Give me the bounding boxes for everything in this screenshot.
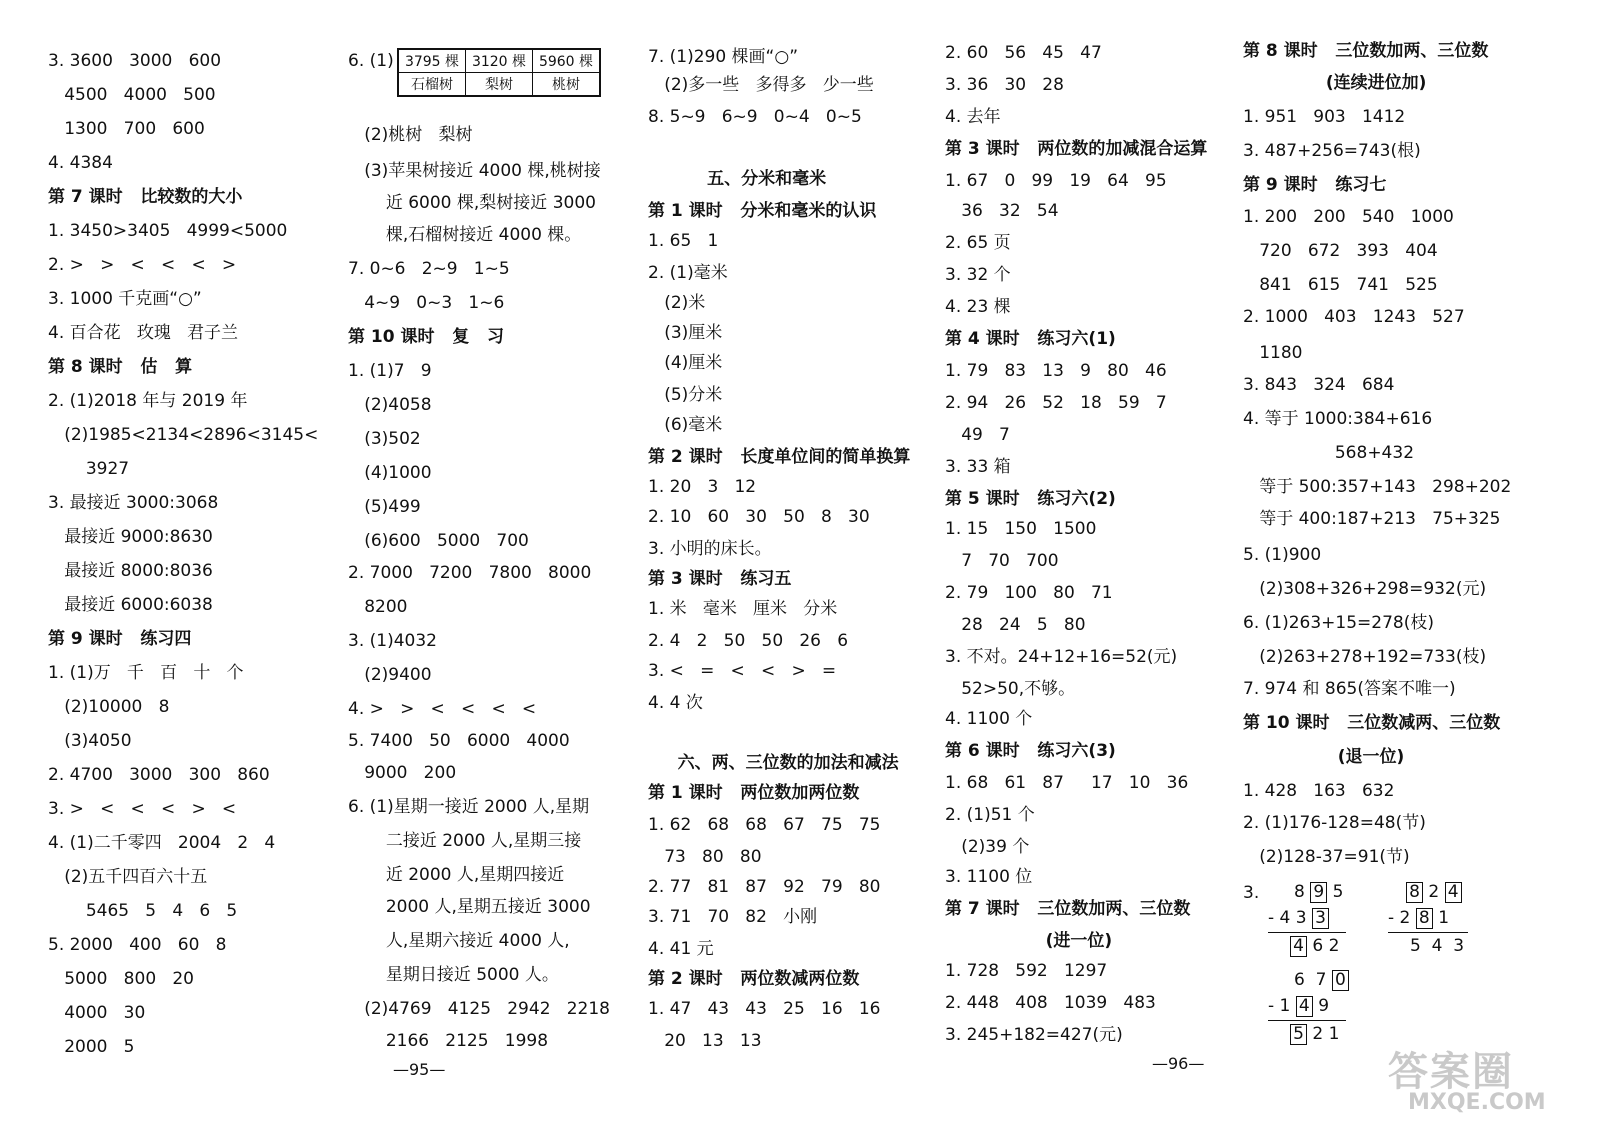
- answer-line: 3. 843 324 684: [1243, 375, 1395, 395]
- answer-line: 最接近 9000:8630: [48, 527, 213, 547]
- answer-line: 2. 4700 3000 300 860: [48, 765, 270, 785]
- answer-line: (2)多一些 多得多 少一些: [648, 75, 874, 95]
- answer-line: 3. 245+182=427(元): [945, 1025, 1123, 1045]
- answer-line: 3. 最接近 3000:3068: [48, 493, 219, 513]
- answer-line: 3. > < < < > <: [48, 799, 237, 819]
- table-cell: 石榴树: [398, 73, 466, 97]
- answer-line: 20 13 13: [648, 1031, 762, 1051]
- answer-line: 3. 不对。24+12+16=52(元): [945, 647, 1178, 667]
- watermark-logo-text: 答案圈: [1388, 1049, 1514, 1095]
- digit: 5: [1332, 882, 1344, 902]
- section-heading: 第 7 课时 比较数的大小: [48, 187, 243, 207]
- answer-line: 4. > > < < < <: [348, 699, 537, 719]
- answer-line: (5)分米: [648, 385, 723, 405]
- answer-line: 最接近 6000:6038: [48, 595, 213, 615]
- answer-line: 二接近 2000 人,星期三接: [348, 831, 582, 851]
- answer-line: (2)308+326+298=932(元): [1243, 579, 1487, 599]
- answer-line: 9000 200: [348, 763, 457, 783]
- answer-line: 2. (1)2018 年与 2019 年: [48, 391, 248, 411]
- answer-line: 5000 800 20: [48, 969, 194, 989]
- answer-line: 5. 2000 400 60 8: [48, 935, 227, 955]
- answer-line: 2. 10 60 30 50 8 30: [648, 507, 870, 527]
- digit: 4: [1279, 908, 1291, 928]
- tree-count-table: [397, 48, 601, 97]
- answer-line: 5465 5 4 6 5: [48, 901, 238, 921]
- minus-sign: -: [1388, 908, 1395, 928]
- answer-line: 7 70 700: [945, 551, 1059, 571]
- answer-line: 6. (1)星期一接近 2000 人,星期: [348, 797, 590, 817]
- answer-line: (2)五千四百六十五: [48, 867, 208, 887]
- digit-box: 0: [1332, 970, 1349, 991]
- digit-box: 4: [1290, 936, 1307, 957]
- answer-line: 1. 200 200 540 1000: [1243, 207, 1454, 227]
- table-cell: 3795 棵: [398, 49, 466, 73]
- answer-line: 1. 67 0 99 19 64 95: [945, 171, 1167, 191]
- answer-line: 4. 等于 1000:384+616: [1243, 409, 1433, 429]
- answer-line: 1180: [1243, 343, 1303, 363]
- digit-box: 4: [1296, 996, 1313, 1017]
- answer-line: (2)4058: [348, 395, 432, 415]
- answer-line: 1. 20 3 12: [648, 477, 757, 497]
- answer-line: 2. 4 2 50 50 26 6: [648, 631, 849, 651]
- answer-line: 2. (1)176-128=48(节): [1243, 813, 1426, 833]
- answer-line: 1. 米 毫米 厘米 分米: [648, 599, 838, 619]
- answer-line: 近 6000 棵,梨树接近 3000: [348, 193, 596, 213]
- watermark-url: MXQE.COM: [1408, 1090, 1546, 1115]
- minus-sign: -: [1268, 996, 1275, 1016]
- digit: 7: [1315, 970, 1327, 990]
- answer-line: 3. 71 70 82 小刚: [648, 907, 818, 927]
- page-number-left: —95—: [393, 1060, 446, 1079]
- section-heading: (退一位): [1243, 747, 1405, 767]
- answer-line: 3. 1100 位: [945, 867, 1033, 887]
- answer-line: 4500 4000 500: [48, 85, 216, 105]
- answer-line: 1. 47 43 43 25 16 16: [648, 999, 881, 1019]
- answer-line: 3. 32 个: [945, 265, 1011, 285]
- answer-line: 73 80 80: [648, 847, 762, 867]
- answer-line: 1. 951 903 1412: [1243, 107, 1406, 127]
- section-heading: 第 9 课时 练习七: [1243, 175, 1387, 195]
- answer-line: 4000 30: [48, 1003, 146, 1023]
- calc-line: [1268, 1020, 1346, 1021]
- answer-line: 4. 4 次: [648, 693, 703, 713]
- answer-line: 2. 65 页: [945, 233, 1011, 253]
- watermark: [1388, 1040, 1588, 1120]
- answer-line: 等于 400:187+213 75+325: [1243, 509, 1501, 529]
- answer-line: 1. 728 592 1297: [945, 961, 1108, 981]
- answer-line: 2. 1000 403 1243 527: [1243, 307, 1465, 327]
- answer-line: 28 24 5 80: [945, 615, 1086, 635]
- digit: 2: [1428, 882, 1440, 902]
- answer-line: 4. 41 元: [648, 939, 714, 959]
- digit: 6: [1312, 936, 1324, 956]
- answer-line: 7. (1)290 棵画“○”: [648, 47, 799, 67]
- answer-line: (3)厘米: [648, 323, 723, 343]
- answer-line: 3. 3600 3000 600: [48, 51, 222, 71]
- section-heading: 第 3 课时 两位数的加减混合运算: [945, 139, 1208, 159]
- table-cell: 梨树: [466, 73, 533, 97]
- answer-line: 2. 94 26 52 18 59 7: [945, 393, 1167, 413]
- digit: 5: [1410, 936, 1421, 956]
- answer-line: 1. 62 68 68 67 75 75: [648, 815, 881, 835]
- answer-line: 3. 1000 千克画“○”: [48, 289, 202, 309]
- section-heading: 第 6 课时 练习六(3): [945, 741, 1116, 761]
- answer-line: (4)1000: [348, 463, 432, 483]
- answer-line: 841 615 741 525: [1243, 275, 1438, 295]
- answer-line: 1. 79 83 13 9 80 46: [945, 361, 1167, 381]
- answer-line: 2. > > < < < >: [48, 255, 237, 275]
- answer-line: 4~9 0~3 1~6: [348, 293, 505, 313]
- answer-line: 3927: [48, 459, 130, 479]
- answer-line: 3. (1)4032: [348, 631, 437, 651]
- digit: 1: [1328, 1024, 1340, 1044]
- answer-line: 568+432: [1243, 443, 1415, 463]
- answer-line: 36 32 54: [945, 201, 1059, 221]
- answer-line: (6)600 5000 700: [348, 531, 529, 551]
- answer-line: 6. (1): [348, 51, 394, 71]
- digit-box: 9: [1310, 882, 1327, 903]
- answer-line: 8200: [348, 597, 408, 617]
- answer-line: 4. 1100 个: [945, 709, 1033, 729]
- answer-line: 3.: [1243, 883, 1260, 903]
- answer-line: 6. (1)263+15=278(枝): [1243, 613, 1434, 633]
- calc-line: [1268, 932, 1346, 933]
- section-heading: 第 8 课时 三位数加两、三位数: [1243, 41, 1489, 61]
- answer-line: 4. 百合花 玫瑰 君子兰: [48, 323, 239, 343]
- answer-line: 1. 65 1: [648, 231, 719, 251]
- answer-line: (2)桃树 梨树: [348, 125, 473, 145]
- answer-line: 1. 3450>3405 4999<5000: [48, 221, 288, 241]
- section-heading: 第 5 课时 练习六(2): [945, 489, 1116, 509]
- answer-line: 2. 60 56 45 47: [945, 43, 1102, 63]
- section-heading: 五、分米和毫米: [648, 169, 827, 189]
- answer-line: (2)9400: [348, 665, 432, 685]
- answer-line: 5. 7400 50 6000 4000: [348, 731, 570, 751]
- answer-line: (2)10000 8: [48, 697, 170, 717]
- answer-line: 3. 33 箱: [945, 457, 1011, 477]
- answer-line: 2. (1)毫米: [648, 263, 728, 283]
- answer-line: 2000 5: [48, 1037, 135, 1057]
- answer-line: (2)1985<2134<2896<3145<: [48, 425, 319, 445]
- answer-line: (5)499: [348, 497, 421, 517]
- answer-line: 1300 700 600: [48, 119, 205, 139]
- section-heading: 第 9 课时 练习四: [48, 629, 192, 649]
- digit: 2: [1399, 908, 1411, 928]
- answer-line: 4. (1)二千零四 2004 2 4: [48, 833, 276, 853]
- section-heading: 第 1 课时 分米和毫米的认识: [648, 201, 877, 221]
- digit: 2: [1328, 936, 1340, 956]
- answer-line: 2166 2125 1998: [348, 1031, 549, 1051]
- digit: 3: [1295, 908, 1307, 928]
- answer-line: 等于 500:357+143 298+202: [1243, 477, 1512, 497]
- answer-line: 2. (1)51 个: [945, 805, 1035, 825]
- answer-line: 2. 7000 7200 7800 8000: [348, 563, 592, 583]
- section-heading: 第 10 课时 三位数减两、三位数: [1243, 713, 1501, 733]
- answer-line: (2)米: [648, 293, 706, 313]
- answer-line: 3. < = < < > =: [648, 661, 837, 681]
- answer-line: 2000 人,星期五接近 3000: [348, 897, 591, 917]
- answer-line: 3. 487+256=743(根): [1243, 141, 1421, 161]
- section-heading: 第 7 课时 三位数加两、三位数: [945, 899, 1191, 919]
- answer-line: (2)263+278+192=733(枝): [1243, 647, 1487, 667]
- answer-line: 近 2000 人,星期四接近: [348, 865, 565, 885]
- section-heading: 六、两、三位数的加法和减法: [648, 753, 899, 773]
- digit: 8: [1294, 882, 1305, 902]
- page-number-right: —96—: [1152, 1054, 1205, 1073]
- answer-line: (2)128-37=91(节): [1243, 847, 1410, 867]
- digit: 9: [1318, 996, 1330, 1016]
- answer-line: 7. 0~6 2~9 1~5: [348, 259, 510, 279]
- answer-line: (3)4050: [48, 731, 132, 751]
- table-cell: 5960 棵: [533, 49, 601, 73]
- answer-line: 星期日接近 5000 人。: [348, 965, 559, 985]
- section-heading: 第 8 课时 估 算: [48, 357, 193, 377]
- digit: 1: [1279, 996, 1291, 1016]
- answer-line: 52>50,不够。: [945, 679, 1076, 699]
- answer-line: 2. 77 81 87 92 79 80: [648, 877, 881, 897]
- table-cell: 3120 棵: [466, 49, 533, 73]
- digit-box: 8: [1406, 882, 1423, 903]
- answer-line: 4. 4384: [48, 153, 113, 173]
- digit-box: 5: [1290, 1024, 1307, 1045]
- digit: 2: [1312, 1024, 1324, 1044]
- answer-line: 8. 5~9 6~9 0~4 0~5: [648, 107, 862, 127]
- digit: 3: [1453, 936, 1465, 956]
- digit-box: 4: [1445, 882, 1462, 903]
- digit: 1: [1438, 908, 1450, 928]
- answer-line: 4. 去年: [945, 107, 1001, 127]
- answer-line: 1. 428 163 632: [1243, 781, 1395, 801]
- answer-line: 1. (1)7 9: [348, 361, 432, 381]
- section-heading: (连续进位加): [1243, 73, 1427, 93]
- section-heading: 第 1 课时 两位数加两位数: [648, 783, 860, 803]
- calc-line: [1388, 932, 1468, 933]
- answer-line: (3)苹果树接近 4000 棵,桃树接: [348, 161, 601, 181]
- section-heading: 第 2 课时 长度单位间的简单换算: [648, 447, 911, 467]
- digit-box: 8: [1416, 908, 1433, 929]
- answer-line: (2)39 个: [945, 837, 1030, 857]
- section-heading: (进一位): [945, 931, 1113, 951]
- answer-line: 3. 36 30 28: [945, 75, 1064, 95]
- minus-sign: -: [1268, 908, 1275, 928]
- digit: 4: [1431, 936, 1443, 956]
- digit: 6: [1294, 970, 1305, 990]
- table-cell: 桃树: [533, 73, 601, 97]
- answer-line: 2. 448 408 1039 483: [945, 993, 1156, 1013]
- section-heading: 第 2 课时 两位数减两位数: [648, 969, 860, 989]
- answer-line: 720 672 393 404: [1243, 241, 1438, 261]
- answer-line: (2)4769 4125 2942 2218: [348, 999, 610, 1019]
- answer-line: 1. (1)万 千 百 十 个: [48, 663, 244, 683]
- answer-line: 4. 23 棵: [945, 297, 1011, 317]
- section-heading: 第 10 课时 复 习: [348, 327, 505, 347]
- digit-box: 3: [1312, 908, 1329, 929]
- answer-line: 最接近 8000:8036: [48, 561, 213, 581]
- section-heading: 第 4 课时 练习六(1): [945, 329, 1116, 349]
- answer-line: 5. (1)900: [1243, 545, 1322, 565]
- answer-line: 2. 79 100 80 71: [945, 583, 1113, 603]
- answer-line: 棵,石榴树接近 4000 棵。: [348, 225, 582, 245]
- section-heading: 第 3 课时 练习五: [648, 569, 792, 589]
- answer-line: 1. 15 150 1500: [945, 519, 1097, 539]
- answer-line: 1. 68 61 87 17 10 36: [945, 773, 1189, 793]
- answer-line: (4)厘米: [648, 353, 723, 373]
- answer-line: 3. 小明的床长。: [648, 539, 772, 559]
- answer-line: 人,星期六接近 4000 人,: [348, 931, 570, 951]
- answer-line: (6)毫米: [648, 415, 723, 435]
- answer-line: 49 7: [945, 425, 1010, 445]
- answer-line: 7. 974 和 865(答案不唯一): [1243, 679, 1456, 699]
- answer-line: (3)502: [348, 429, 421, 449]
